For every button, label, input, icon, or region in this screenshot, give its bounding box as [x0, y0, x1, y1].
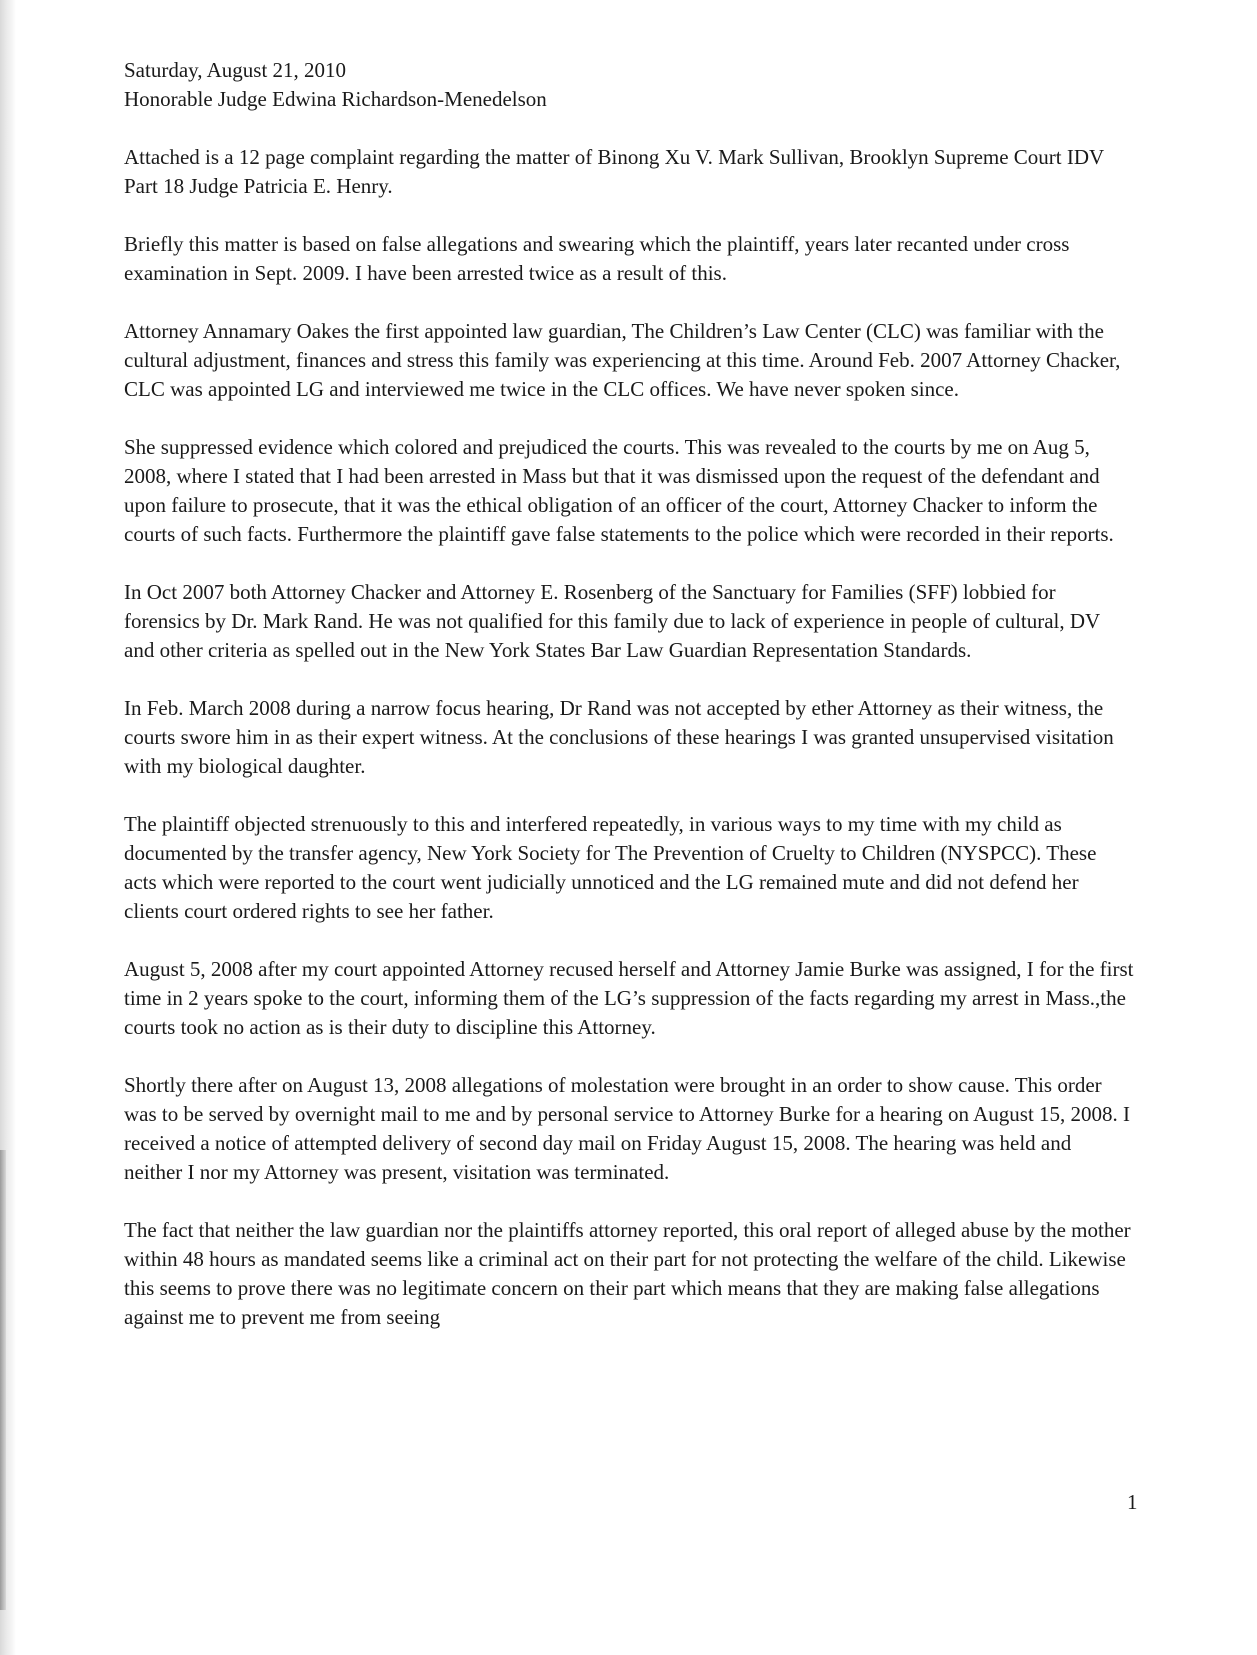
letter-addressee: Honorable Judge Edwina Richardson-Menedelson: [124, 87, 547, 111]
paragraph: Attached is a 12 page complaint regarding the matter of Binong Xu V. Mark Sullivan, Brooklyn Supreme Court IDV Part 18 Judge Patricia E. Henry.: [124, 145, 1104, 198]
page-number: 1: [1127, 1490, 1138, 1514]
letter-page: [124, 56, 1134, 1332]
paragraph: Shortly there after on August 13, 2008 allegations of molestation were brought in an order to show cause. This order was to be served by overnight mail to me and by personal service to Attorney Burke for a hearing on August 15, 2008. I received a notice of attempted delivery of second day mail on Friday August 15, 2008. The hearing was held and neither I nor my Attorney was present, visitation was terminated.: [124, 1073, 1131, 1184]
scan-binding-shadow: [0, 1150, 6, 1610]
paragraph: She suppressed evidence which colored and prejudiced the courts. This was revealed to the courts by me on Aug 5, 2008, where I stated that I had been arrested in Mass but that it was dismissed upon the request of the defendant and upon failure to prosecute, that it was the ethical obligation of an officer of the court, Attorney Chacker to inform the courts of such facts. Furthermore the plaintiff gave false statements to the police which were recorded in their reports.: [124, 435, 1114, 546]
letter-date: Saturday, August 21, 2010: [124, 58, 347, 82]
paragraph: Briefly this matter is based on false allegations and swearing which the plaintiff, years later recanted under cross examination in Sept. 2009. I have been arrested twice as a result of this.: [124, 232, 1070, 285]
paragraph: The plaintiff objected strenuously to this and interfered repeatedly, in various ways to my time with my child as documented by the transfer agency, New York Society for The Prevention of Cruelty to Children (NYSPCC). These acts which were reported to the court went judicially unnoticed and the LG remained mute and did not defend her clients court ordered rights to see her father.: [124, 812, 1097, 923]
paragraph: August 5, 2008 after my court appointed Attorney recused herself and Attorney Jamie Burke was assigned, I for the first time in 2 years spoke to the court, informing them of the LG’s suppression of the facts regarding my arrest in Mass.,the courts took no action as is their duty to discipline this Attorney.: [124, 957, 1134, 1039]
paragraph: In Oct 2007 both Attorney Chacker and Attorney E. Rosenberg of the Sanctuary for Families (SFF) lobbied for forensics by Dr. Mark Rand. He was not qualified for this family due to lack of experience in people of cultural, DV and other criteria as spelled out in the New York States Bar Law Guardian Representation Standards.: [124, 580, 1100, 662]
paragraph: The fact that neither the law guardian nor the plaintiffs attorney reported, this oral report of alleged abuse by the mother within 48 hours as mandated seems like a criminal act on their part for not protecting the welfare of the child. Likewise this seems to prove there was no legitimate concern on their part which means that they are making false allegations against me to prevent me from seeing: [124, 1218, 1131, 1329]
paragraph: Attorney Annamary Oakes the first appointed law guardian, The Children’s Law Center (CLC) was familiar with the cultural adjustment, finances and stress this family was experiencing at this time. Around Feb. 2007 Attorney Chacker, CLC was appointed LG and interviewed me twice in the CLC offices. We have never spoken since.: [124, 319, 1121, 401]
paragraph: In Feb. March 2008 during a narrow focus hearing, Dr Rand was not accepted by ether Attorney as their witness, the courts swore him in as their expert witness. At the conclusions of these hearings I was granted unsupervised visitation with my biological daughter.: [124, 696, 1114, 778]
